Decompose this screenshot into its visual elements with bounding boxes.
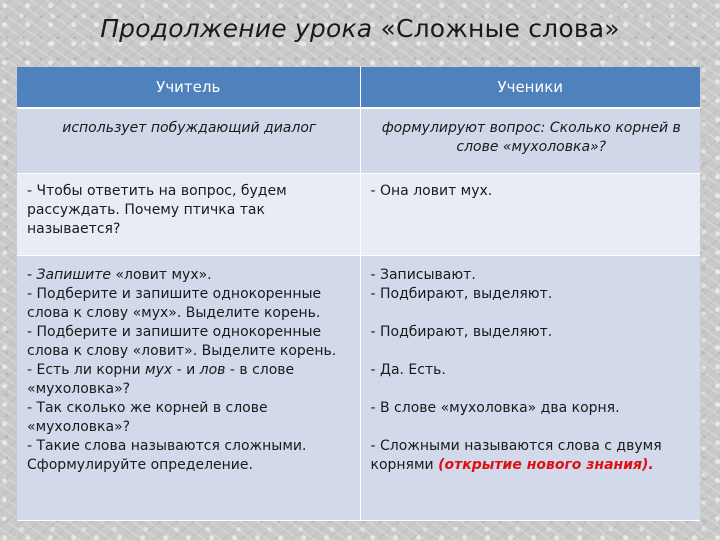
table-row bbox=[17, 174, 700, 256]
cell-students-steps bbox=[360, 256, 700, 521]
student-step-5: - В слове «мухоловка» два корня. bbox=[370, 400, 620, 416]
root-mukh: мух bbox=[145, 362, 173, 378]
header-students: Ученики bbox=[360, 67, 700, 108]
root-lov: лов bbox=[199, 362, 226, 378]
student-step-2: - Подбирают, выделяют. bbox=[370, 286, 553, 302]
table-row bbox=[17, 108, 700, 174]
cell-teacher-steps bbox=[17, 256, 360, 521]
step-text: - и bbox=[172, 362, 200, 378]
teacher-step-5: - Так сколько же корней в слове «мухоловка»? bbox=[27, 400, 268, 435]
cell-teacher-question: - Чтобы ответить на вопрос, будем рассуждать. Почему птичка так называется? bbox=[17, 174, 360, 256]
cell-students-method: формулируют вопрос: Сколько корней в слове «мухоловка»? bbox=[360, 108, 700, 174]
step-emphasis: Запишите bbox=[36, 267, 111, 283]
table-header-row bbox=[17, 67, 700, 108]
table-row bbox=[17, 256, 700, 521]
teacher-step-1 bbox=[27, 266, 352, 285]
slide-title bbox=[0, 14, 720, 43]
teacher-step-4 bbox=[27, 361, 352, 399]
step-prefix: - bbox=[27, 267, 37, 283]
cell-teacher-method: использует побуждающий диалог bbox=[17, 108, 360, 174]
teacher-step-6: - Такие слова называются сложными. Сформулируйте определение. bbox=[27, 438, 307, 473]
student-step-1: - Записывают. bbox=[370, 267, 476, 283]
teacher-step-3: - Подберите и запишите однокоренные слова к слову «ловит». Выделите корень. bbox=[27, 324, 337, 359]
student-step-6 bbox=[371, 437, 693, 475]
teacher-step-2: - Подберите и запишите однокоренные слова к слову «мух». Выделите корень. bbox=[27, 286, 322, 321]
slide-title-lesson-name: «Сложные слова» bbox=[380, 14, 620, 43]
new-knowledge-note: (открытие нового знания). bbox=[438, 457, 654, 473]
step-text: - Сложными называются слова с двумя корнями bbox=[370, 438, 662, 473]
slide-title-italic: Продолжение урока bbox=[100, 14, 381, 43]
step-text: - Есть ли корни bbox=[27, 362, 146, 378]
student-step-3: - Подбирают, выделяют. bbox=[370, 324, 553, 340]
lesson-table bbox=[17, 67, 700, 521]
student-step-4: - Да. Есть. bbox=[370, 362, 446, 378]
step-text: «ловит мух». bbox=[111, 267, 212, 283]
step-text: - в слове «мухоловка»? bbox=[27, 362, 295, 397]
header-teacher: Учитель bbox=[17, 67, 360, 108]
cell-students-answer: - Она ловит мух. bbox=[360, 174, 700, 256]
